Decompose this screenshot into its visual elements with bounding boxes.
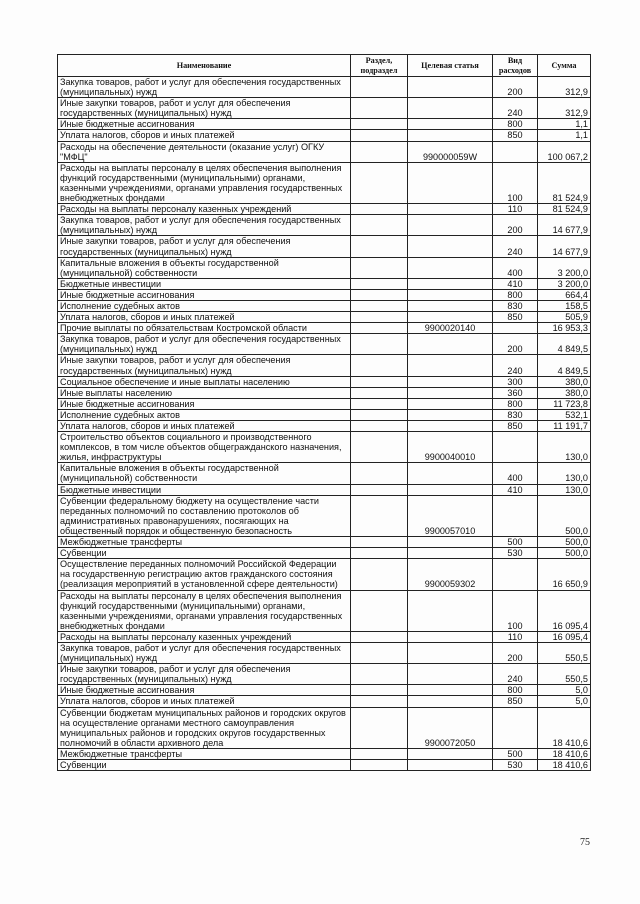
- row-kind: 850: [493, 696, 538, 707]
- row-target: [408, 748, 493, 759]
- row-kind: 240: [493, 236, 538, 257]
- row-sum: 11 191,7: [538, 421, 591, 432]
- row-target: 9900040010: [408, 432, 493, 463]
- row-name: Строительство объектов социального и производственного комплексов, в том числе объектов общегражданского назначения, жилья, инфраструктуры: [58, 432, 351, 463]
- row-kind: 300: [493, 376, 538, 387]
- row-target: [408, 334, 493, 355]
- row-sum: 4 849,5: [538, 334, 591, 355]
- row-sum: 500,0: [538, 548, 591, 559]
- row-kind: 200: [493, 77, 538, 98]
- row-section: [351, 289, 408, 300]
- row-sum: 130,0: [538, 432, 591, 463]
- row-target: 9900057010: [408, 495, 493, 536]
- row-name: Иные бюджетные ассигнования: [58, 119, 351, 130]
- row-kind: 500: [493, 748, 538, 759]
- row-target: [408, 355, 493, 376]
- table-row: [58, 130, 591, 141]
- row-section: [351, 312, 408, 323]
- row-name: Иные бюджетные ассигнования: [58, 289, 351, 300]
- row-kind: 200: [493, 642, 538, 663]
- row-section: [351, 748, 408, 759]
- row-section: [351, 760, 408, 771]
- row-kind: 410: [493, 484, 538, 495]
- row-name: Бюджетные инвестиции: [58, 278, 351, 289]
- row-target: [408, 421, 493, 432]
- row-name: Бюджетные инвестиции: [58, 484, 351, 495]
- table-row: [58, 323, 591, 334]
- row-target: [408, 119, 493, 130]
- row-kind: 800: [493, 289, 538, 300]
- row-section: [351, 387, 408, 398]
- row-sum: 100 067,2: [538, 141, 591, 162]
- row-target: 9900059302: [408, 559, 493, 590]
- row-section: [351, 323, 408, 334]
- page-number: 75: [580, 837, 590, 848]
- table-row: [58, 398, 591, 409]
- table-row: [58, 119, 591, 130]
- row-section: [351, 355, 408, 376]
- row-target: [408, 98, 493, 119]
- row-sum: 380,0: [538, 387, 591, 398]
- row-name: Закупка товаров, работ и услуг для обеспечения государственных (муниципальных) нужд: [58, 215, 351, 236]
- row-target: 9900072050: [408, 707, 493, 748]
- row-section: [351, 631, 408, 642]
- table-row: [58, 463, 591, 484]
- row-kind: 110: [493, 204, 538, 215]
- row-section: [351, 463, 408, 484]
- row-name: Субвенции: [58, 760, 351, 771]
- row-target: [408, 537, 493, 548]
- row-section: [351, 119, 408, 130]
- row-name: Субвенции федеральному бюджету на осуществление части переданных полномочий по составлению протоколов об административных правонарушениях, посягающих на общественный порядок и общественную безопасность: [58, 495, 351, 536]
- row-section: [351, 664, 408, 685]
- row-name: Закупка товаров, работ и услуг для обеспечения государственных (муниципальных) нужд: [58, 77, 351, 98]
- row-section: [351, 642, 408, 663]
- row-kind: 800: [493, 119, 538, 130]
- row-kind: 400: [493, 463, 538, 484]
- table-row: [58, 236, 591, 257]
- row-sum: 505,9: [538, 312, 591, 323]
- row-sum: 1,1: [538, 119, 591, 130]
- row-sum: 130,0: [538, 463, 591, 484]
- row-name: Закупка товаров, работ и услуг для обеспечения государственных (муниципальных) нужд: [58, 642, 351, 663]
- row-sum: 16 095,4: [538, 631, 591, 642]
- table-row: [58, 334, 591, 355]
- row-sum: 18 410,6: [538, 760, 591, 771]
- table-row: [58, 590, 591, 631]
- table-row: [58, 748, 591, 759]
- row-section: [351, 334, 408, 355]
- budget-table: [57, 54, 591, 771]
- row-target: [408, 387, 493, 398]
- row-target: [408, 162, 493, 203]
- row-target: [408, 642, 493, 663]
- row-sum: 500,0: [538, 495, 591, 536]
- row-name: Уплата налогов, сборов и иных платежей: [58, 312, 351, 323]
- row-sum: 16 953,3: [538, 323, 591, 334]
- table-row: [58, 257, 591, 278]
- row-name: Межбюджетные трансферты: [58, 537, 351, 548]
- row-name: Исполнение судебных актов: [58, 300, 351, 311]
- row-section: [351, 204, 408, 215]
- row-section: [351, 432, 408, 463]
- row-section: [351, 559, 408, 590]
- row-target: [408, 631, 493, 642]
- row-section: [351, 236, 408, 257]
- row-sum: 16 095,4: [538, 590, 591, 631]
- row-kind: 830: [493, 300, 538, 311]
- row-name: Осуществление переданных полномочий Российской Федерации на государственную регистрацию актов гражданского состояния (реализация мероприятий в установленной сфере деятельности): [58, 559, 351, 590]
- row-sum: 5,0: [538, 696, 591, 707]
- row-kind: 400: [493, 257, 538, 278]
- table-row: [58, 537, 591, 548]
- table-row: [58, 548, 591, 559]
- table-body: [58, 77, 591, 771]
- row-name: Межбюджетные трансферты: [58, 748, 351, 759]
- row-kind: 200: [493, 334, 538, 355]
- row-sum: 3 200,0: [538, 257, 591, 278]
- header-sum: Сумма: [538, 55, 591, 77]
- table-row: [58, 409, 591, 420]
- row-kind: 240: [493, 355, 538, 376]
- row-sum: 14 677,9: [538, 236, 591, 257]
- row-target: [408, 760, 493, 771]
- row-target: [408, 376, 493, 387]
- row-target: [408, 685, 493, 696]
- row-target: 9900020140: [408, 323, 493, 334]
- row-name: Исполнение судебных актов: [58, 409, 351, 420]
- row-name: Иные закупки товаров, работ и услуг для обеспечения государственных (муниципальных) нужд: [58, 98, 351, 119]
- row-sum: 11 723,8: [538, 398, 591, 409]
- row-sum: 158,5: [538, 300, 591, 311]
- table-row: [58, 707, 591, 748]
- row-kind: 240: [493, 98, 538, 119]
- table-row: [58, 300, 591, 311]
- row-section: [351, 278, 408, 289]
- row-section: [351, 421, 408, 432]
- header-target: Целевая статья: [408, 55, 493, 77]
- row-sum: 130,0: [538, 484, 591, 495]
- table-row: [58, 204, 591, 215]
- row-section: [351, 162, 408, 203]
- row-sum: 5,0: [538, 685, 591, 696]
- row-kind: 100: [493, 162, 538, 203]
- row-sum: 3 200,0: [538, 278, 591, 289]
- header-name: Наименование: [58, 55, 351, 77]
- row-name: Иные закупки товаров, работ и услуг для обеспечения государственных (муниципальных) нужд: [58, 236, 351, 257]
- header-kind: Вид расходов: [493, 55, 538, 77]
- table-row: [58, 162, 591, 203]
- row-sum: 81 524,9: [538, 204, 591, 215]
- row-kind: [493, 432, 538, 463]
- table-row: [58, 387, 591, 398]
- row-target: 990000059W: [408, 141, 493, 162]
- row-name: Расходы на выплаты персоналу в целях обеспечения выполнения функций государственными (муниципальными) органами, казенными учреждениями, органами управления государственных внебюджетных фондами: [58, 162, 351, 203]
- table-row: [58, 312, 591, 323]
- row-kind: 850: [493, 312, 538, 323]
- row-kind: 240: [493, 664, 538, 685]
- table-row: [58, 685, 591, 696]
- row-name: Субвенции бюджетам муниципальных районов и городских округов на осуществление органами местного самоуправления муниципальных районов и городских округов государственных полномочий в области архивного дела: [58, 707, 351, 748]
- row-sum: 81 524,9: [538, 162, 591, 203]
- row-section: [351, 707, 408, 748]
- row-kind: [493, 559, 538, 590]
- row-section: [351, 548, 408, 559]
- row-target: [408, 312, 493, 323]
- table-row: [58, 760, 591, 771]
- row-kind: 800: [493, 398, 538, 409]
- row-sum: 18 410,6: [538, 707, 591, 748]
- row-target: [408, 289, 493, 300]
- row-name: Расходы на обеспечение деятельности (оказание услуг) ОГКУ "МФЦ": [58, 141, 351, 162]
- row-kind: 850: [493, 421, 538, 432]
- row-name: Субвенции: [58, 548, 351, 559]
- row-kind: 800: [493, 685, 538, 696]
- table-row: [58, 98, 591, 119]
- row-name: Иные закупки товаров, работ и услуг для обеспечения государственных (муниципальных) нужд: [58, 355, 351, 376]
- row-sum: 4 849,5: [538, 355, 591, 376]
- table-row: [58, 278, 591, 289]
- row-sum: 18 410,6: [538, 748, 591, 759]
- row-sum: 532,1: [538, 409, 591, 420]
- row-section: [351, 257, 408, 278]
- row-target: [408, 590, 493, 631]
- table-row: [58, 376, 591, 387]
- row-sum: 550,5: [538, 664, 591, 685]
- row-target: [408, 77, 493, 98]
- row-section: [351, 376, 408, 387]
- table-row: [58, 631, 591, 642]
- row-kind: 850: [493, 130, 538, 141]
- table-row: [58, 215, 591, 236]
- row-name: Иные закупки товаров, работ и услуг для обеспечения государственных (муниципальных) нужд: [58, 664, 351, 685]
- row-section: [351, 215, 408, 236]
- row-section: [351, 696, 408, 707]
- row-section: [351, 590, 408, 631]
- row-section: [351, 409, 408, 420]
- row-target: [408, 398, 493, 409]
- table-row: [58, 696, 591, 707]
- row-target: [408, 257, 493, 278]
- table-row: [58, 664, 591, 685]
- row-name: Расходы на выплаты персоналу казенных учреждений: [58, 631, 351, 642]
- row-name: Уплата налогов, сборов и иных платежей: [58, 696, 351, 707]
- row-sum: 550,5: [538, 642, 591, 663]
- row-section: [351, 300, 408, 311]
- row-kind: 500: [493, 537, 538, 548]
- header-section: Раздел, подраздел: [351, 55, 408, 77]
- row-sum: 1,1: [538, 130, 591, 141]
- table-row: [58, 495, 591, 536]
- row-target: [408, 484, 493, 495]
- row-kind: 100: [493, 590, 538, 631]
- row-kind: 360: [493, 387, 538, 398]
- row-kind: 530: [493, 548, 538, 559]
- table-row: [58, 432, 591, 463]
- row-target: [408, 548, 493, 559]
- table-row: [58, 559, 591, 590]
- row-section: [351, 398, 408, 409]
- row-section: [351, 685, 408, 696]
- row-kind: 530: [493, 760, 538, 771]
- row-kind: [493, 495, 538, 536]
- row-sum: 380,0: [538, 376, 591, 387]
- row-target: [408, 409, 493, 420]
- row-name: Иные бюджетные ассигнования: [58, 685, 351, 696]
- row-name: Иные бюджетные ассигнования: [58, 398, 351, 409]
- table-row: [58, 484, 591, 495]
- row-name: Прочие выплаты по обязательствам Костромской области: [58, 323, 351, 334]
- row-name: Уплата налогов, сборов и иных платежей: [58, 130, 351, 141]
- table-row: [58, 77, 591, 98]
- row-sum: 500,0: [538, 537, 591, 548]
- row-name: Закупка товаров, работ и услуг для обеспечения государственных (муниципальных) нужд: [58, 334, 351, 355]
- row-target: [408, 204, 493, 215]
- row-kind: 830: [493, 409, 538, 420]
- row-kind: 200: [493, 215, 538, 236]
- row-sum: 664,4: [538, 289, 591, 300]
- row-target: [408, 130, 493, 141]
- row-section: [351, 484, 408, 495]
- row-kind: [493, 707, 538, 748]
- row-name: Уплата налогов, сборов и иных платежей: [58, 421, 351, 432]
- row-kind: [493, 141, 538, 162]
- row-target: [408, 236, 493, 257]
- row-target: [408, 300, 493, 311]
- row-sum: 14 677,9: [538, 215, 591, 236]
- table-row: [58, 421, 591, 432]
- row-name: Расходы на выплаты персоналу в целях обеспечения выполнения функций государственными (муниципальными) органами, казенными учреждениями, органами управления государственных внебюджетных фондами: [58, 590, 351, 631]
- row-name: Расходы на выплаты персоналу казенных учреждений: [58, 204, 351, 215]
- table-header-row: [58, 55, 591, 77]
- row-section: [351, 77, 408, 98]
- row-section: [351, 98, 408, 119]
- row-name: Иные выплаты населению: [58, 387, 351, 398]
- row-target: [408, 696, 493, 707]
- row-kind: [493, 323, 538, 334]
- table-row: [58, 642, 591, 663]
- row-target: [408, 215, 493, 236]
- table-row: [58, 289, 591, 300]
- row-section: [351, 537, 408, 548]
- row-sum: 312,9: [538, 77, 591, 98]
- row-name: Капитальные вложения в объекты государственной (муниципальной) собственности: [58, 257, 351, 278]
- table-row: [58, 355, 591, 376]
- row-target: [408, 278, 493, 289]
- row-kind: 410: [493, 278, 538, 289]
- row-target: [408, 463, 493, 484]
- row-sum: 312,9: [538, 98, 591, 119]
- row-name: Социальное обеспечение и иные выплаты населению: [58, 376, 351, 387]
- row-kind: 110: [493, 631, 538, 642]
- row-sum: 16 650,9: [538, 559, 591, 590]
- row-target: [408, 664, 493, 685]
- row-name: Капитальные вложения в объекты государственной (муниципальной) собственности: [58, 463, 351, 484]
- row-section: [351, 130, 408, 141]
- row-section: [351, 495, 408, 536]
- row-section: [351, 141, 408, 162]
- table-row: [58, 141, 591, 162]
